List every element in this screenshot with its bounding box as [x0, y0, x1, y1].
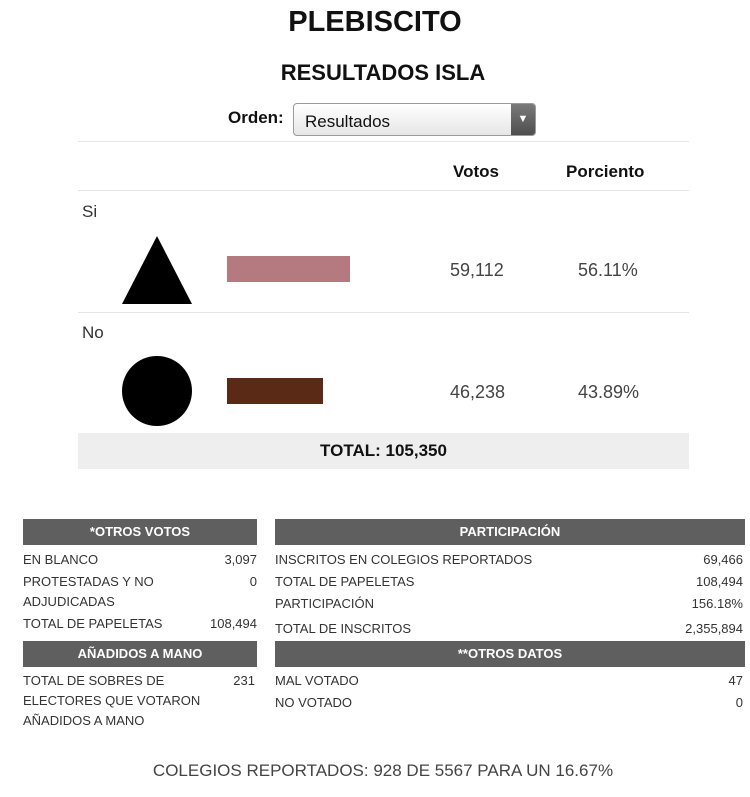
vote-bar-si — [227, 256, 350, 282]
otros-votos-row-protestadas — [23, 572, 257, 612]
row-label-continued: AÑADIDOS A MANO — [23, 713, 145, 728]
row-value: 0 — [735, 695, 743, 710]
divider — [78, 190, 689, 191]
otros-votos-header: *OTROS VOTOS — [23, 519, 257, 545]
percent-no: 43.89% — [578, 382, 640, 402]
row-value: 0 — [249, 574, 257, 589]
row-value: 156.18% — [691, 596, 743, 611]
participacion-row-papeletas — [275, 572, 743, 592]
row-label-continued: ADJUDICADAS — [23, 594, 115, 609]
orden-select[interactable] — [293, 103, 536, 136]
orden-select-value: Resultados — [305, 112, 391, 131]
participacion-row-total-inscritos — [275, 619, 743, 639]
column-header-porciento: Porciento — [566, 162, 645, 181]
row-label-continued: ELECTORES QUE VOTARON — [23, 693, 201, 708]
participacion-header: PARTICIPACIÓN — [275, 519, 745, 545]
colegios-reportados-footer: COLEGIOS REPORTADOS: 928 DE 5567 PARA UN 16.67% — [152, 761, 614, 780]
otros-votos-row-papeletas — [23, 614, 257, 634]
anadidos-header: AÑADIDOS A MANO — [23, 641, 257, 667]
row-value: 3,097 — [224, 552, 257, 567]
divider — [78, 141, 689, 142]
page-title: PLEBISCITO — [288, 6, 462, 38]
participacion-row-inscritos-colegios — [275, 550, 743, 570]
row-value: 108,494 — [696, 574, 743, 589]
chevron-down-icon[interactable]: ▼ — [511, 104, 535, 135]
row-label: PARTICIPACIÓN — [275, 596, 374, 611]
row-value: 231 — [233, 673, 255, 688]
otros-datos-row-no-votado — [275, 693, 743, 713]
participacion-row-participacion — [275, 594, 743, 614]
row-label: TOTAL DE INSCRITOS — [275, 621, 412, 636]
option-name-no: No — [82, 323, 104, 342]
row-label: MAL VOTADO — [275, 673, 359, 688]
total-votes: TOTAL: 105,350 — [78, 433, 689, 469]
row-value: 47 — [728, 673, 743, 688]
otros-votos-row-blanco — [23, 550, 257, 570]
row-label: TOTAL DE SOBRES DE — [23, 673, 165, 688]
column-header-votos: Votos — [453, 162, 499, 181]
percent-si: 56.11% — [578, 260, 638, 280]
divider — [78, 312, 689, 313]
otros-datos-header: **OTROS DATOS — [275, 641, 745, 667]
orden-label: Orden: — [228, 108, 284, 127]
row-label: TOTAL DE PAPELETAS — [275, 574, 415, 589]
vote-bar-no — [227, 378, 323, 404]
row-label: INSCRITOS EN COLEGIOS REPORTADOS — [275, 552, 533, 567]
triangle-icon — [122, 236, 192, 304]
anadidos-row — [23, 671, 257, 731]
option-name-si: Si — [82, 202, 98, 221]
row-value: 2,355,894 — [685, 621, 743, 636]
row-label: NO VOTADO — [275, 695, 353, 710]
row-label: PROTESTADAS Y NO — [23, 574, 154, 589]
votes-no: 46,238 — [450, 382, 506, 402]
circle-icon — [122, 356, 192, 426]
row-value: 108,494 — [210, 616, 257, 631]
votes-si: 59,112 — [450, 260, 504, 280]
otros-datos-row-mal-votado — [275, 671, 743, 691]
row-label: EN BLANCO — [23, 552, 99, 567]
page-subtitle: RESULTADOS ISLA — [280, 60, 486, 85]
row-label: TOTAL DE PAPELETAS — [23, 616, 163, 631]
row-value: 69,466 — [703, 552, 743, 567]
